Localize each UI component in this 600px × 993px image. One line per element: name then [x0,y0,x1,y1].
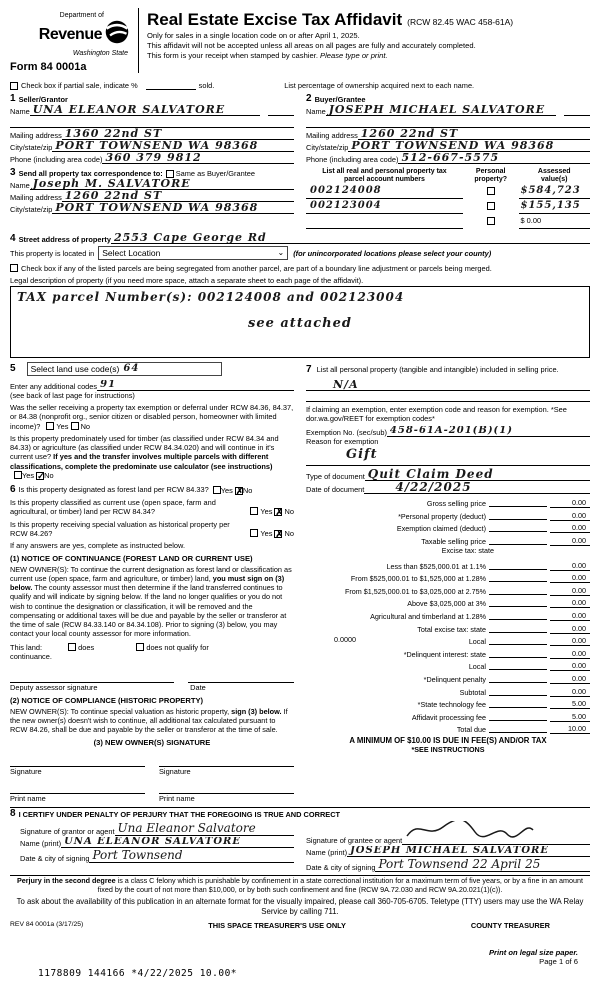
compliance-body: NEW OWNER(S): To continue special valuation as historic property, sign (3) below. If the new owner(s) doesn't wish to continue, all additional tax calculated pursuant to RCW 84.26, shall be due and payable by the seller or transferor at the time of sale. [10,707,288,735]
fee-label: From $1,525,000.01 to $3,025,000 at 2.75% [344,586,486,596]
current-use-yes-checkbox[interactable] [250,507,258,515]
fee-row [306,596,590,609]
fee-row [306,646,590,659]
fee-line [489,632,547,633]
fee-row [306,558,590,571]
segregated-label: Check box if any of the listed parcels are being segregated from another parcel, are part of a boundary line adjustment or parcels being merged. [21,263,492,273]
fee-value-field[interactable]: 0.00 [550,523,590,533]
fee-value-field[interactable]: 0.00 [550,636,590,646]
additional-codes-field[interactable]: 91 [97,380,294,391]
continuance-body: NEW OWNER(S): To continue the current designation as forest land or classification as current use (open space, farm and agriculture, or timber) land, you must sign on (3) below. The county assessor must then determine if the land transferred continues to qualify and will indicate by signing below. If the land no longer qualifies or you do not wish to continue the designation or classification, it will be removed and the compensating or additional taxes will be due and payable by the seller or transferor at the time of sale (RCW 84.33.140 or 84.34.108). Prior to signing (3) below, you may contact your local county assessor for more information. [10,565,292,638]
fee-line [489,720,547,721]
fee-row [306,521,590,534]
header-note-3: This form is your receipt when stamped by cashier. Please type or print. [147,51,388,60]
fee-line [489,732,547,733]
assessed-value: $ 0.00 [520,216,542,226]
seller-name-field[interactable]: UNA ELEANOR SALVATORE [30,104,260,116]
grantee-signature-field[interactable] [402,821,590,845]
parcel-col-header: List all real and personal property tax parcel account numbers [322,168,447,184]
property-street-field[interactable]: 2553 Cape George Rd [111,232,590,244]
section-1-seller: 1 Seller/Grantor Name UNA ELEANOR SALVATORE Mailing address 1360 22nd ST City/state/zip PORT TOWNSEND WA 98368 Phone (including area code) 360 379 9812 [10,94,294,164]
fee-label: *Delinquent interest: state [403,649,486,659]
fee-row [306,697,590,710]
fee-value-field[interactable]: 0.00 [550,611,590,621]
partial-sale-row [10,78,590,90]
fee-label: Local [468,662,486,672]
fee-label: Exemption claimed (deduct) [396,524,486,534]
same-as-buyer-checkbox[interactable] [166,170,174,178]
grantee-signature-scrawl [405,821,535,844]
section-4-property: 4 Street address of property 2553 Cape George Rd This property is located in Select Location ⌄ (for unincorporated locations please select your county) Check box if any of the listed parcels are being segregated from another parcel, are part of a boundary line adjustment or parcels being merged. Legal description of property (if you need more space, attach a separate sheet to each page of the affidavit). TAX parcel Number(s): 002124008 and 002123004 see attached [10,232,590,358]
logo-dept-text: Department of [59,12,104,19]
section-7-personal-property: 7 List all personal property (tangible and intangible) included in selling price. [306,364,559,376]
excise-tax-header: Excise tax: state [441,545,494,555]
fee-value-field[interactable]: 5.00 [550,699,590,709]
new-owner-signature-field-1[interactable] [10,755,145,767]
dor-logo [10,8,130,73]
personal-property-col-header: Personal property? [474,168,508,184]
fee-line [489,707,547,708]
rev-number: REV 84 0001a (3/17/25) [10,920,84,928]
fee-row [306,709,590,722]
fee-value-field[interactable]: 0.00 [550,624,590,634]
fee-line [489,606,547,607]
grantor-signature-block: Signature of grantor or agent Una Eleanor Salvatore Name (print) UNA ELEANOR SALVATORE Date & city of signing Port Townsend [10,821,294,872]
fee-row [306,634,590,647]
parcel-number-field[interactable] [306,195,463,214]
dropdown-arrow-icon: ⌄ [277,248,285,258]
historic-no-checkbox[interactable]: ✗ [275,528,284,539]
footer-row [10,921,590,930]
buyer-title: Buyer/Grantee [314,95,366,104]
document-date-field[interactable]: 4/22/2025 [364,481,590,494]
partial-sale-label: Check box if partial sale, indicate % [21,81,138,90]
right-column: 7 List all personal property (tangible and intangible) included in selling price. N/A If claiming an exemption, enter exemption code and reason for exemption. *See dor.wa.gov/REET for exemption codes* Exemption No. (sec/sub) 458-61A-201(B)(1) Reason for exemption Gift Type of document Quit Claim Deed Date of document 4/22/2025 Gross selling price 0.00 *Personal property (deduct) 0.00 Exemption claimed (deduct) 0.00 Taxable selling price 0.00 Excise tax: state Less than $525,000.01 at 1.1% 0.00 From $525,000.01 to $1,525,000 at 1.28% 0.00 From $1,525,000.01 to $3,025,000 at 2.75% 0.00 Above $3,025,000 at 3% 0.00 Agricultural and timberland at 1.28% 0.00 Total excise tax: state 0.00 0.0000 Local 0.00 *Delinquent interest: state 0.00 Local 0.00 *Delinquent penalty 0.00 Subtotal 0.00 *State technology fee 5.00 Affidavit processing fee 5.00 Total due 10.00 A MINIMUM OF $10.00 IS DUE IN FEE(S) AND/OR TAX *SEE INSTRUCTIONS [306,362,590,803]
header-note-2: This affidavit will not be accepted unless all areas on all pages are fully and accurately completed. [147,41,476,50]
parcel-number-field[interactable] [306,228,463,229]
header-note-1: Only for sales in a single location code on or after April 1, 2025. [147,31,360,40]
dor-swirl-icon [104,19,130,50]
seller-title: Seller/Grantor [18,95,68,104]
section-6-forest-question: 6 Is this property designated as forest land per RCW 84.33? Yes ✗No [10,484,253,496]
legal-description-line1: TAX parcel Number(s): 002124008 and 002123004 [17,290,405,305]
buyer-phone-field[interactable]: 512-667-5575 [398,152,590,164]
historic-yes-checkbox[interactable] [250,529,258,537]
fee-value-field[interactable]: 0.00 [550,598,590,608]
fee-row [306,571,590,584]
form-number: Form 84 0001a [10,61,87,73]
fee-line [489,682,547,683]
correspondence-name-field[interactable]: Joseph M. SALVATORE [30,178,294,190]
buyer-address-field[interactable]: 1260 22nd ST [358,128,590,140]
certify-title: I CERTIFY UNDER PENALTY OF PERJURY THAT THE FOREGOING IS TRUE AND CORRECT [18,810,341,820]
fee-label: Agricultural and timberland at 1.28% [370,611,486,621]
new-owner-signature-field-2[interactable] [159,755,294,767]
does-checkbox[interactable] [68,643,76,651]
personal-property-field[interactable]: N/A [306,379,590,391]
continuance-heading: (1) NOTICE OF CONTINUANCE (FOREST LAND OR CURRENT USE) [10,554,253,564]
fee-value-field[interactable]: 0.00 [550,573,590,583]
form-header [10,8,590,73]
fee-row [306,659,590,672]
fee-label: Gross selling price [426,499,486,509]
parcel-number-value: 002123004 [310,200,382,212]
grantee-date-city-field[interactable]: Port Townsend 22 April 25 [375,857,590,872]
fee-row [306,608,590,621]
local-rate-value: 0.0000 [334,635,356,645]
fee-label: Total due [456,725,486,735]
grantor-signature-field[interactable]: Una Eleanor Salvatore [115,821,295,836]
legal-description-line2: see attached [248,316,352,332]
q2-no-checkbox[interactable]: ✓ [37,470,45,481]
fee-row [306,496,590,509]
buyer-name-extra-field[interactable] [306,117,590,128]
q1-yes-checkbox[interactable] [46,422,54,430]
does-not-checkbox[interactable] [136,643,144,651]
seller-name-extra-field[interactable] [10,117,294,128]
personal-property-checkbox[interactable] [487,202,495,210]
correspondence-citystatezip-field[interactable]: PORT TOWNSEND WA 98368 [52,202,294,214]
question-exemption-deferral: Was the seller receiving a property tax exemption or deferral under RCW 84.36, 84.37, or 84.38 (nonprofit org., senior citizen or disabled person, homeowner with limited income)? Yes No [10,403,294,431]
location-note: (for unincorporated locations please select your county) [293,248,492,258]
fee-value-field[interactable]: 0.00 [550,561,590,571]
cashier-stamp: 1178809 144166 *4/22/2025 10.00* [38,967,238,979]
seller-ownership-percent-field[interactable] [268,105,294,116]
fee-row [306,621,590,634]
fee-line [489,519,547,520]
forest-no-checkbox[interactable]: ✗ [235,485,244,496]
buyer-ownership-percent-field[interactable] [564,105,590,116]
if-yes-note: If any answers are yes, complete as instructed below. [10,541,185,551]
reason-for-exemption-label: Reason for exemption [306,436,379,446]
fee-value-field[interactable]: 0.00 [550,661,590,671]
fee-row [306,722,590,735]
fee-label: *State technology fee [417,700,486,710]
personal-property-checkbox[interactable] [487,187,495,195]
fee-value-field[interactable]: 0.00 [550,536,590,546]
title-rcw-ref: (RCW 82.45 WAC 458-61A) [407,17,514,27]
assessed-value-field[interactable] [519,210,591,229]
fee-line [489,581,547,582]
legal-paper-note: Print on legal size paper. [488,947,578,957]
document-type-field[interactable]: Quit Claim Deed [365,468,590,481]
page-indicator: Page 1 of 6 [539,956,578,966]
fee-row [306,508,590,521]
tty-statement: To ask about the availability of this publication in an alternate format for the visually impaired, please call 360-705-6705. Teletype (TTY) users may use the WA Relay Service by calling 711. [16,897,584,916]
fee-row [306,583,590,596]
personal-property-checkbox[interactable] [487,217,495,225]
parcel-number-value: 002124008 [310,185,382,197]
legal-description-label: Legal description of property (if you need more space, attach a separate sheet to each page of the affidavit). [10,276,364,286]
fee-label: Less than $525,000.01 at 1.1% [386,561,486,571]
fee-line [489,594,547,595]
parcel-table [306,168,590,229]
fee-line [489,569,547,570]
header-divider [138,8,139,73]
fee-line [489,657,547,658]
fee-line [489,531,547,532]
minimum-due-note: A MINIMUM OF $10.00 IS DUE IN FEE(S) AND/OR TAX [349,736,547,746]
parcel-rows [306,184,590,229]
perjury-statement: Perjury in the second degree is a class C felony which is punishable by confinement in a state correctional institution for a maximum term of five years, or by a fine in an amount fixed by the court of not more than $10,000, or by both such confinement and fine (RCW 9A.72.030 and RCW 9A.20.021(1)(c)). [16,876,584,895]
logo-state-text: Washington State [72,50,128,57]
new-owner-print-field-1[interactable] [10,782,145,794]
fee-label: Subtotal [459,687,486,697]
fee-row [306,684,590,697]
fee-line [489,506,547,507]
current-use-no-checkbox[interactable]: ✗ [275,507,284,518]
new-owner-signature-heading: (3) NEW OWNER(S) SIGNATURE [93,738,211,748]
fee-label: *Delinquent penalty [423,674,486,684]
deputy-assessor-signature-field[interactable] [10,671,174,683]
logo-revenue-text: Revenue [38,25,102,43]
fee-value-field[interactable]: 0.00 [550,511,590,521]
correspondence-address-field[interactable]: 1260 22nd ST [62,190,294,202]
fee-label: Taxable selling price [421,536,486,546]
page-title: Real Estate Excise Tax Affidavit [147,10,403,29]
partial-sale-checkbox[interactable] [10,82,18,90]
ownership-note: List percentage of ownership acquired next to each name. [284,81,475,90]
fee-value-field[interactable]: 0.00 [550,687,590,697]
q1-no-checkbox[interactable] [71,422,79,430]
fee-line [489,695,547,696]
grantee-print-name-field[interactable]: JOSEPH MICHAEL SALVATORE [347,846,590,857]
question-timber-agriculture: Is this property predominately used for timber (as classified under RCW 84.34 and 84.33) or agriculture (as classified under RCW 84.34.020) and will continue in it's current use? If yes and the transfer involves multiple parcels with different classifications, complete the predominate use calculator (see instructions) Yes ✓No [10,433,279,481]
fee-value-field[interactable]: 0.00 [550,649,590,659]
buyer-name-field[interactable]: JOSEPH MICHAEL SALVATORE [326,104,556,116]
reason-for-exemption-value[interactable]: Gift [346,446,378,462]
fee-line [489,644,547,645]
section-8-certify: 8 I CERTIFY UNDER PENALTY OF PERJURY THAT THE FOREGOING IS TRUE AND CORRECT Signature of grantor or agent Una Eleanor Salvatore Name (print) UNA ELEANOR SALVATORE Date & city of signing Port Townsend Signature of grantee or agent Name (print) JOSEPH MICHAEL SALVATORE Date & city of signing Port Townsend 22 April 25 [10,809,590,872]
fee-label: Total excise tax: state [417,624,486,634]
fee-value-field[interactable]: 5.00 [550,712,590,722]
q2-yes-checkbox[interactable] [14,471,22,479]
segregated-checkbox[interactable] [10,264,18,272]
grantor-date-city-field[interactable]: Port Townsend [89,848,294,863]
treasurer-space-label: THIS SPACE TREASURER'S USE ONLY [208,920,346,930]
new-owner-print-field-2[interactable] [159,782,294,794]
grantee-signature-block: Signature of grantee or agent Name (print) JOSEPH MICHAEL SALVATORE Date & city of signing Port Townsend 22 April 25 [306,821,590,872]
deputy-date-field[interactable] [188,671,294,683]
seller-address-field[interactable]: 1360 22nd ST [62,128,294,140]
land-use-code-select[interactable]: Select land use code(s) 64 [27,362,222,376]
assessed-value: $155,135 [520,200,581,212]
section-2-buyer: 2 Buyer/Grantee Name JOSEPH MICHAEL SALVATORE Mailing address 1260 22nd ST City/state/zip PORT TOWNSEND WA 98368 Phone (including area code) 512-667-5575 [306,94,590,164]
fee-value-field[interactable]: 0.00 [550,586,590,596]
parcel-row [306,214,590,229]
assessed-value: $584,723 [520,185,581,197]
exemption-no-field[interactable]: 458-61A-201(B)(1) [387,426,590,437]
see-back-note: (see back of last page for instructions) [10,391,135,401]
fee-line [489,544,547,545]
fee-row [306,533,590,546]
partial-percent-field[interactable] [146,79,196,90]
fee-line [489,619,547,620]
seller-citystatezip-field[interactable]: PORT TOWNSEND WA 98368 [52,140,294,152]
buyer-citystatezip-field[interactable]: PORT TOWNSEND WA 98368 [348,140,590,152]
section-5-landuse: 5 Select land use code(s) 64 [10,362,294,376]
seller-phone-field[interactable]: 360 379 9812 [102,152,294,164]
fee-line [489,669,547,670]
exemption-instructions: If claiming an exemption, enter exemption code and reason for exemption. *See dor.wa.gov/REET for exemption codes* [306,405,567,424]
fee-value-field[interactable]: 10.00 [550,724,590,734]
fee-row [306,671,590,684]
fee-label: Local [468,637,486,647]
assessed-value-col-header: Assessed value(s) [537,168,571,184]
location-select[interactable]: Select Location ⌄ [98,246,288,260]
see-instructions-note: *SEE INSTRUCTIONS [411,745,485,755]
legal-description-field[interactable] [10,286,590,358]
compliance-heading: (2) NOTICE OF COMPLIANCE (HISTORIC PROPERTY) [10,696,204,706]
fee-label: From $525,000.01 to $1,525,000 at 1.28% [350,574,486,584]
grantor-print-name-field[interactable]: UNA ELEANOR SALVATORE [61,837,294,848]
fee-label: *Personal property (deduct) [398,511,486,521]
fee-value-field[interactable]: 0.00 [550,674,590,684]
fee-label: Above $3,025,000 at 3% [407,599,486,609]
fee-label: Affidavit processing fee [411,712,486,722]
historic-question: Is this property receiving special valuation as historical property per RCW 84.26? Yes ✗ No [10,519,294,539]
county-treasurer-label: COUNTY TREASURER [470,920,550,930]
section-3-correspondence: 3 Send all property tax correspondence to: Same as Buyer/Grantee Name Joseph M. SALVATORE Mailing address 1260 22nd ST City/state/zip PORT TOWNSEND WA 98368 [10,168,294,229]
fee-rows [306,496,590,735]
left-column: 5 Select land use code(s) 64 Enter any additional codes 91 (see back of last page for instructions) Was the seller receiving a property tax exemption or deferral under RCW 84.36, 84.37, or 84.38 (nonprofit org., senior citizen or disabled person, homeowner with limited income)? Yes No Is this property predominately used for timber (as classified under RCW 84.34 and 84.33) or agriculture (as classified under RCW 84.34.020) and will continue in it's current use? If yes and the transfer involves multiple parcels with different classifications, complete the predominate use calculator (see instructions) Yes ✓No 6 Is this property designated as forest land per RCW 84.33? Yes ✗No Is this property classified as current use (open space, farm and agricultural, or timber) land per RCW 84.34? Yes ✗ No Is this property receiving special valuation as historical property per RCW 84.26? Yes ✗ No If any answers are yes, complete as instructed below. (1) NOTICE OF CONTINUANCE (FOREST LAND OR CURRENT USE) NEW OWNER(S): To continue the current designation as forest land or classification as current use (open space, farm and agriculture, or timber) land, you must sign on (3) below. The county assessor must then determine if the land transferred continues to qualify and will indicate by signing below. If the land no longer qualifies or you do not wish to continue the designation or classification, it will be removed and the compensating or additional taxes will be due and payable by the seller or transferor at the time of sale (RCW 84.33.140 or 84.34.108). Prior to signing (3) below, you may contact your local county assessor for more information. This land: does does not qualify for continuance. Deputy assessor signature Date (2) NOTICE OF COMPLIANCE (HISTORIC PROPERTY) NEW OWNER(S): To continue special valuation as historic property, sign (3) below. If the new owner(s) doesn't wish to continue, all additional tax calculated pursuant to RCW 84.26, shall be due and payable by the seller or transferor at the time of sale. (3) NEW OWNER(S) SIGNATURE Signature Signature Print name Print name [10,363,294,804]
current-use-question: Is this property classified as current use (open space, farm and agricultural, or timber) land per RCW 84.34? Yes ✗ No [10,498,294,518]
fee-value-field[interactable]: 0.00 [550,498,590,508]
this-land-row: This land: does does not qualify for continuance. [10,642,209,661]
sold-label: sold. [198,81,215,90]
forest-yes-checkbox[interactable] [213,486,221,494]
